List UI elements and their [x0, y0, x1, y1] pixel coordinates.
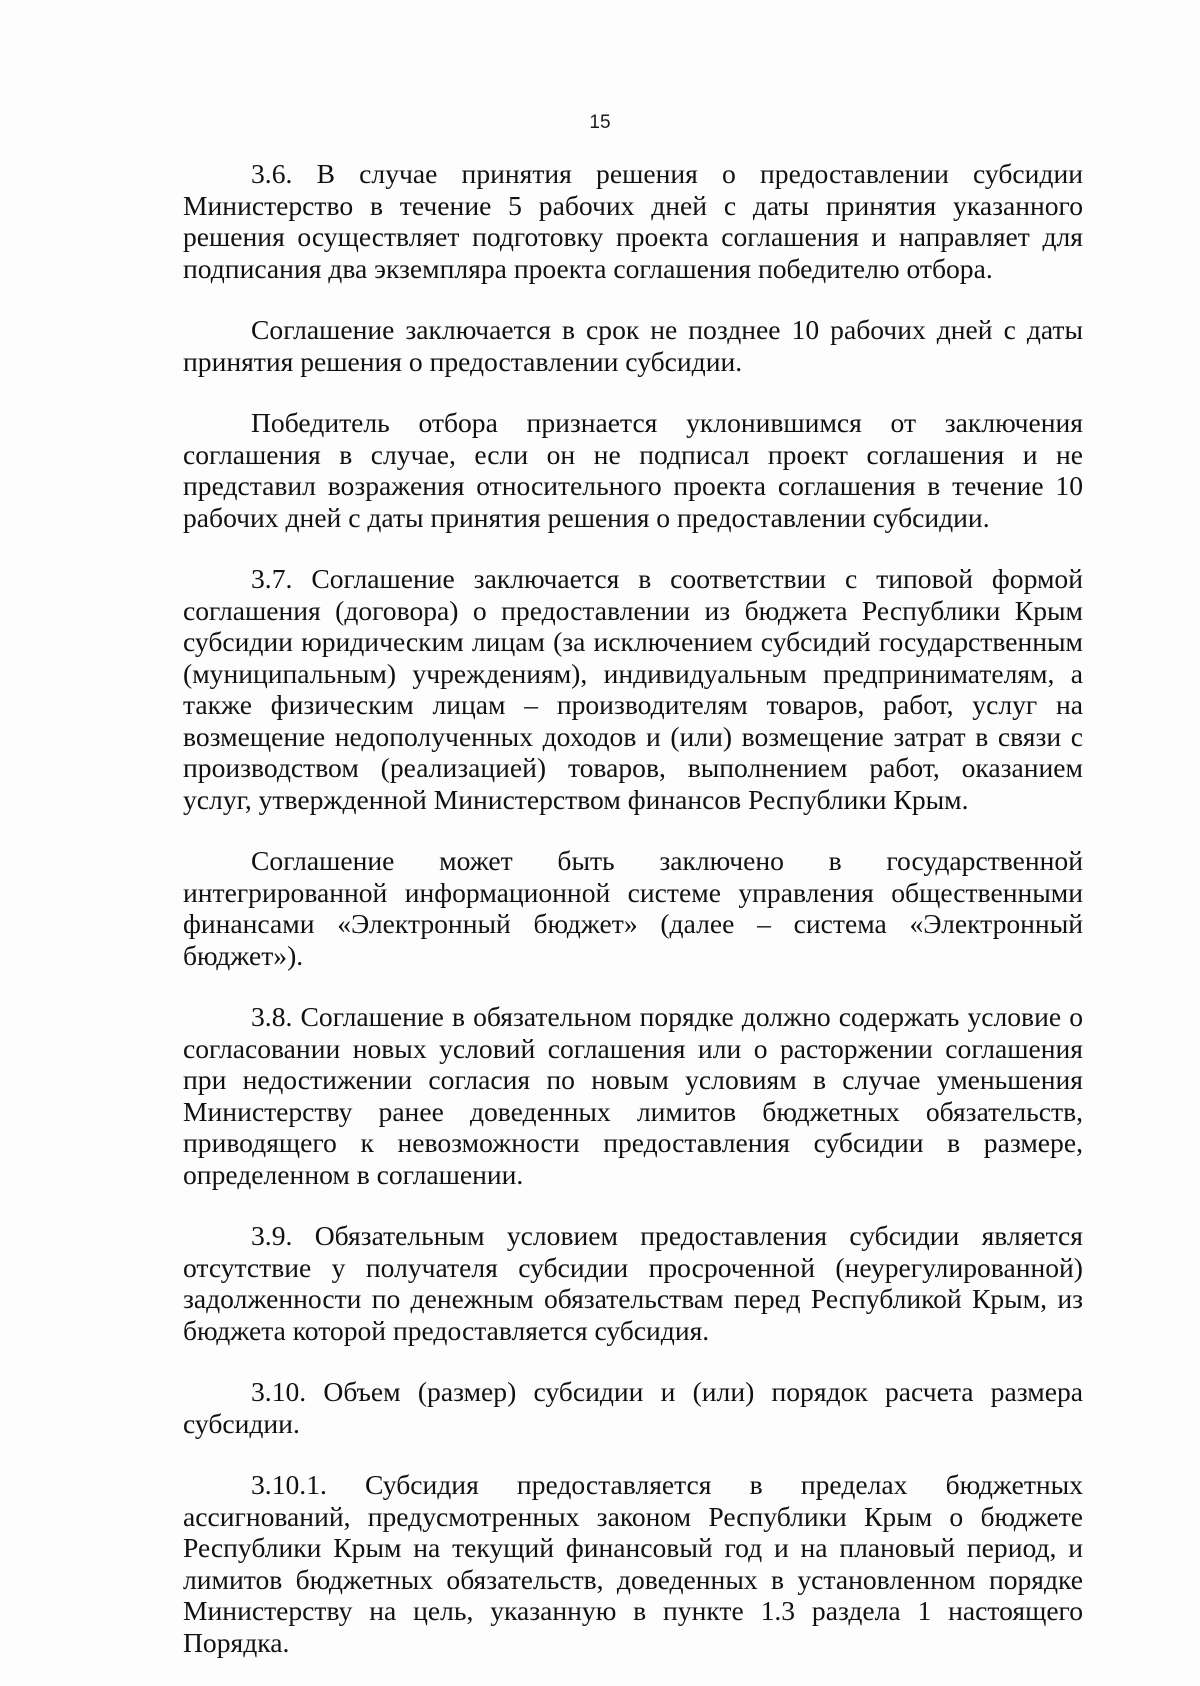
paragraph-3-6: 3.6. В случае принятия решения о предоставлении субсидии Министерство в течение 5 рабочих дней с даты принятия указанного решения осуществляет подготовку проекта соглашения и направляет для подписания два экземпляра проекта соглашения победителю отбора. — [183, 158, 1083, 284]
paragraph-3-10-1: 3.10.1. Субсидия предоставляется в пределах бюджетных ассигнований, предусмотренных законом Республики Крым о бюджете Республики Крым на текущий финансовый год и на плановый период, и лимитов бюджетных обязательств, доведенных в установленном порядке Министерству на цель, указанную в пункте 1.3 раздела 1 настоящего Порядка. — [183, 1469, 1083, 1658]
document-body — [183, 158, 1083, 1658]
paragraph-3-7: 3.7. Соглашение заключается в соответствии с типовой формой соглашения (договора) о предоставлении из бюджета Республики Крым субсидии юридическим лицам (за исключением субсидий государственным (муниципальным) учреждениям), индивидуальным предпринимателям, а также физическим лицам – производителям товаров, работ, услуг на возмещение недополученных доходов и (или) возмещение затрат в связи с производством (реализацией) товаров, выполнением работ, оказанием услуг, утвержденной Министерством финансов Республики Крым. — [183, 563, 1083, 815]
page-number: 15 — [589, 112, 611, 133]
paragraph-3-9: 3.9. Обязательным условием предоставления субсидии является отсутствие у получателя субсидии просроченной (неурегулированной) задолженности по денежным обязательствам перед Республикой Крым, из бюджета которой предоставляется субсидия. — [183, 1220, 1083, 1346]
paragraph-3-8: 3.8. Соглашение в обязательном порядке должно содержать условие о согласовании новых условий соглашения или о расторжении соглашения при недостижении согласия по новым условиям в случае уменьшения Министерству ранее доведенных лимитов бюджетных обязательств, приводящего к невозможности предоставления субсидии в размере, определенном в соглашении. — [183, 1001, 1083, 1190]
paragraph-electronic-budget: Соглашение может быть заключено в государственной интегрированной информационной системе управления общественными финансами «Электронный бюджет» (далее – система «Электронный бюджет»). — [183, 845, 1083, 971]
paragraph-3-10: 3.10. Объем (размер) субсидии и (или) порядок расчета размера субсидии. — [183, 1376, 1083, 1439]
paragraph-winner-evasion: Победитель отбора признается уклонившимся от заключения соглашения в случае, если он не подписал проект соглашения и не представил возражения относительного проекта соглашения в течение 10 рабочих дней с даты принятия решения о предоставлении субсидии. — [183, 407, 1083, 533]
paragraph-agreement-term: Соглашение заключается в срок не позднее 10 рабочих дней с даты принятия решения о предоставлении субсидии. — [183, 314, 1083, 377]
